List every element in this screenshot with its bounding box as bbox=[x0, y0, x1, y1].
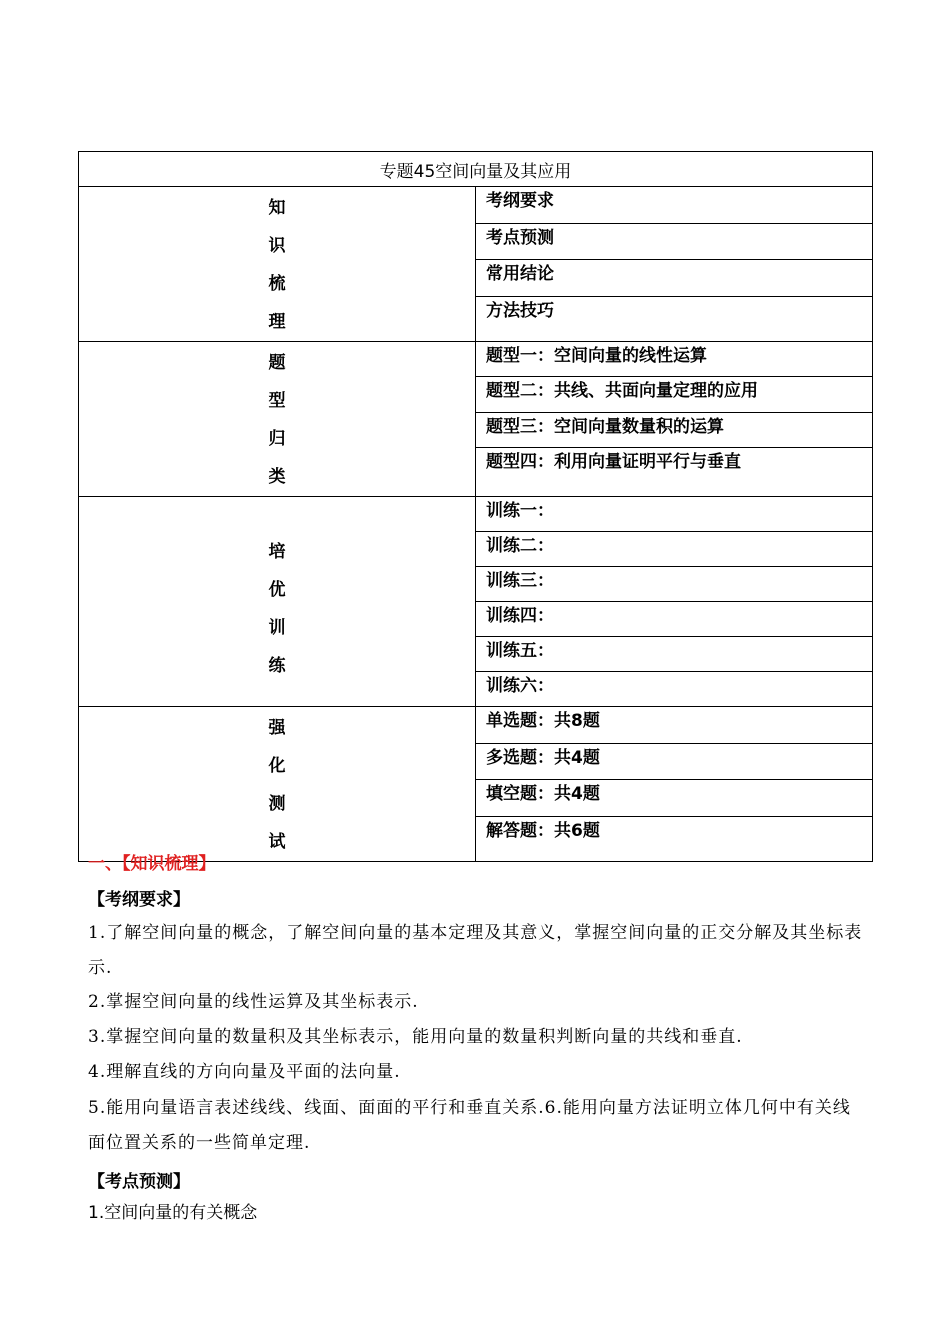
kaodian-item-1: 1.空间向量的有关概念 bbox=[88, 1203, 258, 1223]
category-char: 理 bbox=[268, 312, 286, 332]
category-char: 测 bbox=[268, 794, 286, 814]
category-char: 归 bbox=[268, 429, 286, 449]
table-row: 训练三： bbox=[476, 567, 873, 602]
table-row: 方法技巧 bbox=[476, 296, 873, 341]
category-char: 题 bbox=[268, 353, 286, 373]
table-row: 多选题：共4题 bbox=[476, 743, 873, 780]
category-tests bbox=[79, 707, 476, 862]
section-heading: 一、【知识梳理】 bbox=[88, 854, 216, 874]
table-row: 题型四：利用向量证明平行与垂直 bbox=[476, 448, 873, 497]
category-char: 型 bbox=[268, 391, 286, 411]
kaogang-item-2: 2.掌握空间向量的线性运算及其坐标表示. bbox=[88, 992, 419, 1012]
category-training bbox=[79, 497, 476, 707]
table-row: 单选题：共8题 bbox=[476, 707, 873, 744]
table-title: 专题45空间向量及其应用 bbox=[79, 152, 873, 187]
table-row: 训练二： bbox=[476, 532, 873, 567]
table-row: 训练六： bbox=[476, 672, 873, 707]
table-row: 训练五： bbox=[476, 637, 873, 672]
category-char: 知 bbox=[268, 198, 286, 218]
kaodian-heading: 【考点预测】 bbox=[88, 1172, 190, 1192]
category-char: 练 bbox=[268, 656, 286, 676]
overview-table bbox=[78, 151, 873, 862]
table-row: 训练一： bbox=[476, 497, 873, 532]
table-row: 题型一：空间向量的线性运算 bbox=[476, 342, 873, 377]
table-row: 考点预测 bbox=[476, 223, 873, 260]
kaogang-item-1: 1.了解空间向量的概念，了解空间向量的基本定理及其意义，掌握空间向量的正交分解及其坐标表示. bbox=[88, 923, 863, 978]
kaogang-heading: 【考纲要求】 bbox=[88, 890, 190, 910]
category-char: 培 bbox=[268, 542, 286, 562]
kaogang-item-5: 5.能用向量语言表述线线、线面、面面的平行和垂直关系.6.能用向量方法证明立体几何中有关线面位置关系的一些简单定理. bbox=[88, 1098, 851, 1153]
category-char: 试 bbox=[268, 832, 286, 852]
table-row: 考纲要求 bbox=[476, 187, 873, 224]
category-char: 类 bbox=[268, 467, 286, 487]
category-char: 化 bbox=[268, 756, 286, 776]
category-knowledge bbox=[79, 187, 476, 342]
table-row: 题型三：空间向量数量积的运算 bbox=[476, 412, 873, 447]
category-char: 强 bbox=[268, 718, 286, 738]
table-row: 训练四： bbox=[476, 602, 873, 637]
kaogang-item-4: 4.理解直线的方向向量及平面的法向量. bbox=[88, 1062, 401, 1082]
table-row: 常用结论 bbox=[476, 260, 873, 297]
kaogang-item-3: 3.掌握空间向量的数量积及其坐标表示，能用向量的数量积判断向量的共线和垂直. bbox=[88, 1027, 743, 1047]
table-row: 题型二：共线、共面向量定理的应用 bbox=[476, 377, 873, 412]
category-char: 识 bbox=[268, 236, 286, 256]
category-char: 梳 bbox=[268, 274, 286, 294]
category-question-types bbox=[79, 342, 476, 497]
category-char: 训 bbox=[268, 618, 286, 638]
table-row: 填空题：共4题 bbox=[476, 780, 873, 817]
table-row: 解答题：共6题 bbox=[476, 816, 873, 861]
category-char: 优 bbox=[268, 580, 286, 600]
